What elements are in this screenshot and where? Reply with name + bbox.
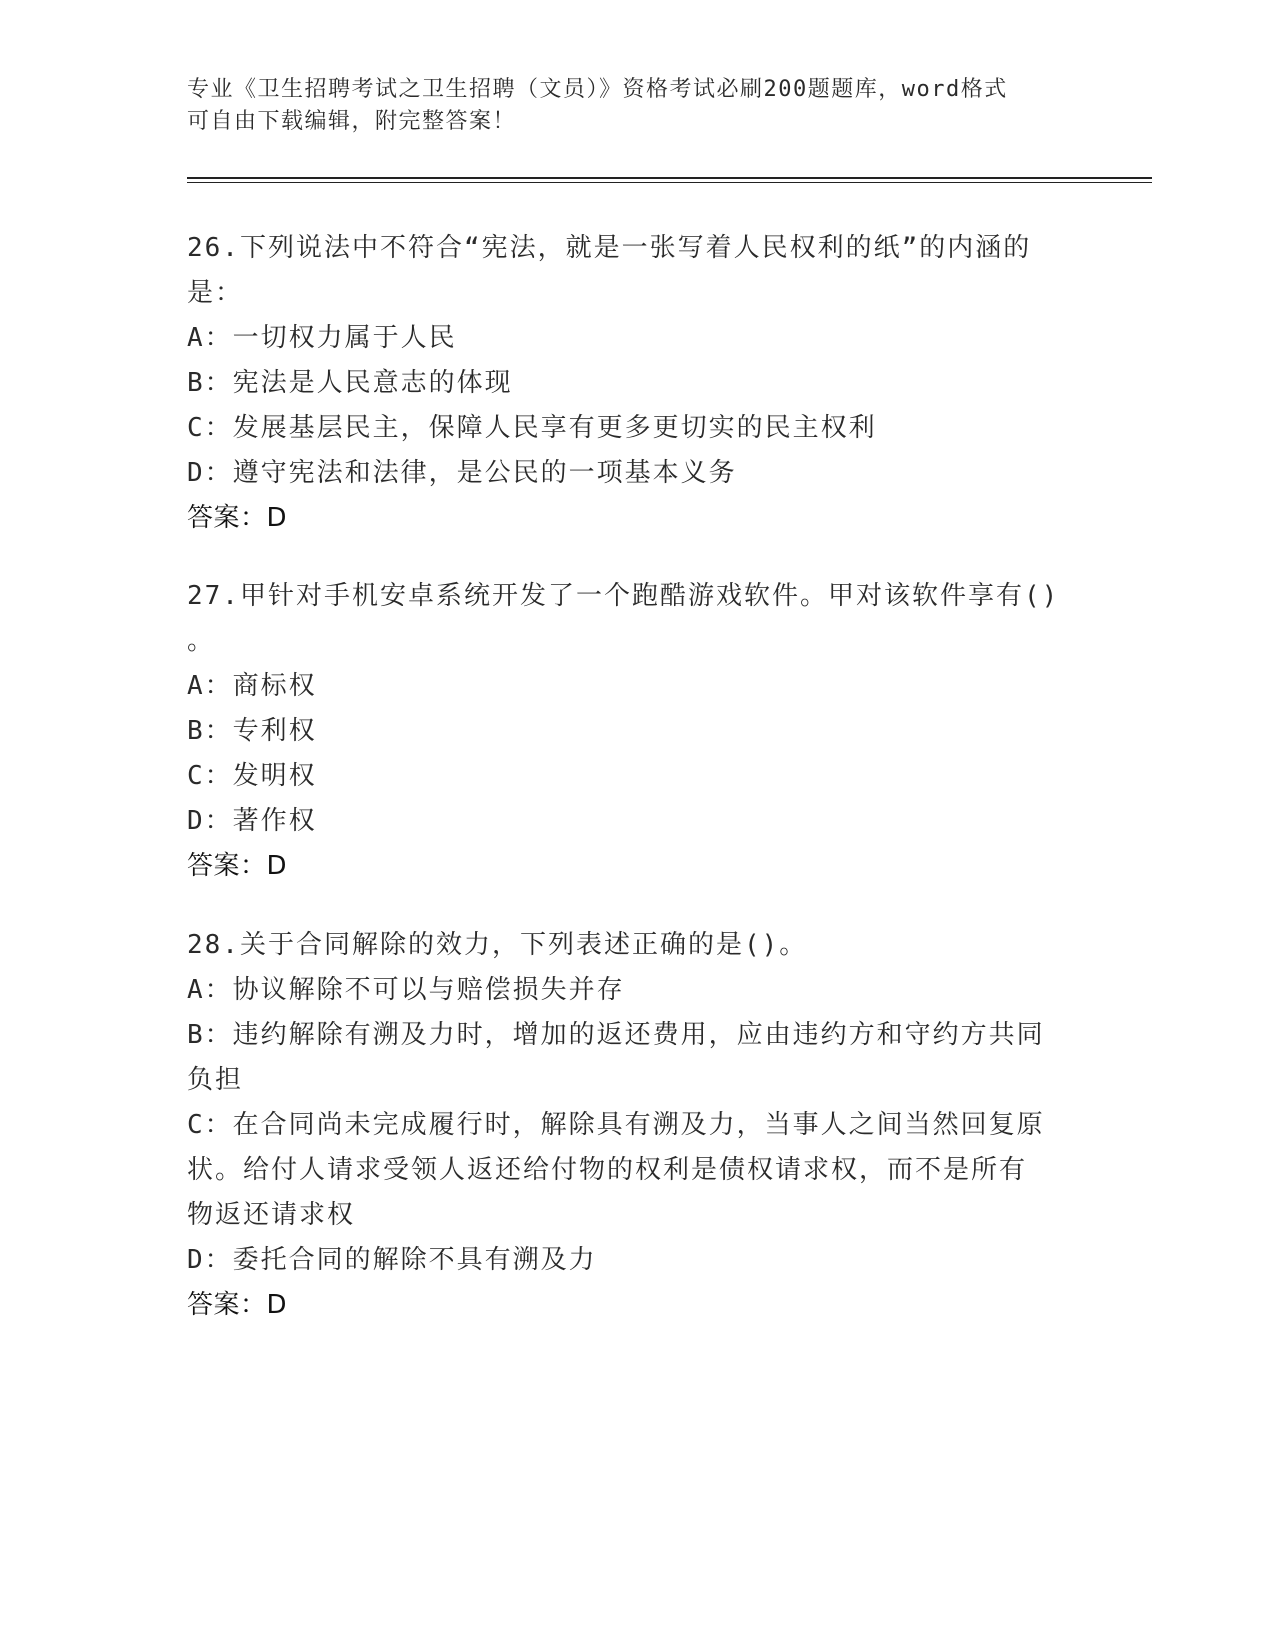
answer-label: 答案：D <box>187 851 288 881</box>
question-stem: 26.下列说法中不符合“宪法，就是一张写着人民权利的纸”的内涵的 <box>187 233 1032 263</box>
option-c-continued: 状。给付人请求受领人返还给付物的权利是债权请求权，而不是所有 <box>187 1155 1028 1185</box>
option-b: B：专利权 <box>187 716 317 746</box>
header-divider-thin <box>187 182 1152 183</box>
header-line-2: 可自由下载编辑，附完整答案！ <box>187 109 517 134</box>
option-b: B：宪法是人民意志的体现 <box>187 368 513 398</box>
option-d: D：遵守宪法和法律，是公民的一项基本义务 <box>187 458 737 488</box>
answer-label: 答案：D <box>187 503 288 533</box>
option-d: D：委托合同的解除不具有溯及力 <box>187 1245 597 1275</box>
header-line-1: 专业《卫生招聘考试之卫生招聘（文员）》资格考试必刷200题题库，word格式 <box>187 77 1008 102</box>
page-header <box>187 74 1067 138</box>
question-stem-continued: 。 <box>187 626 216 656</box>
option-a: A：协议解除不可以与赔偿损失并存 <box>187 975 625 1005</box>
option-c: C：在合同尚未完成履行时，解除具有溯及力，当事人之间当然回复原 <box>187 1110 1045 1140</box>
question-26 <box>187 226 1067 541</box>
answer-label: 答案：D <box>187 1290 288 1320</box>
option-c: C：发展基层民主，保障人民享有更多更切实的民主权利 <box>187 413 877 443</box>
question-27 <box>187 574 1067 889</box>
question-stem: 27.甲针对手机安卓系统开发了一个跑酷游戏软件。甲对该软件享有() <box>187 581 1060 611</box>
option-a: A：一切权力属于人民 <box>187 323 457 353</box>
question-stem-continued: 是： <box>187 278 244 308</box>
option-c: C：发明权 <box>187 761 317 791</box>
option-b-continued: 负担 <box>187 1065 244 1095</box>
option-b: B：违约解除有溯及力时，增加的返还费用，应由违约方和守约方共同 <box>187 1020 1045 1050</box>
question-stem: 28.关于合同解除的效力，下列表述正确的是()。 <box>187 930 808 960</box>
option-d: D：著作权 <box>187 806 317 836</box>
question-28 <box>187 923 1067 1328</box>
option-c-continued: 物返还请求权 <box>187 1200 356 1230</box>
option-a: A：商标权 <box>187 671 317 701</box>
header-divider <box>187 177 1152 179</box>
